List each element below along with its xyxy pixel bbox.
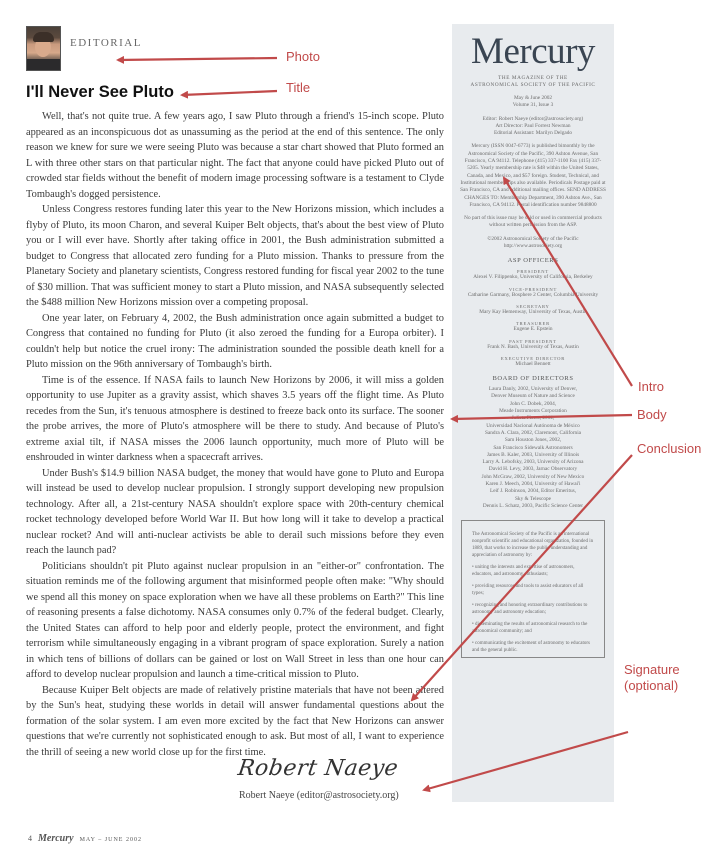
photo-shirt xyxy=(27,59,60,70)
annotation-body: Body xyxy=(637,407,667,422)
page-footer xyxy=(28,833,142,844)
copyright xyxy=(452,236,614,251)
footer-magazine-name: Mercury xyxy=(38,833,74,844)
board-line: Laura Danly, 2002, University of Denver, xyxy=(488,386,578,393)
board-line: Larry A. Lebofsky, 2003, University of Arizona xyxy=(482,459,584,466)
magazine-masthead: Mercury xyxy=(471,31,595,72)
board-list xyxy=(452,386,614,510)
annotation-photo: Photo xyxy=(286,49,320,64)
issue-info xyxy=(452,95,614,110)
officer-name: Frank N. Bash, University of Texas, Austin xyxy=(487,343,579,350)
subtitle-line: ASTRONOMICAL SOCIETY OF THE PACIFIC xyxy=(470,82,596,88)
masthead-subtitle xyxy=(452,75,614,89)
mission-item: • recognizing and honoring extraordinary contributions to astronomy and astronomy education; xyxy=(472,603,588,616)
board-line: John McGraw, 2002, University of New Mexico xyxy=(481,473,585,480)
mission-item: • uniting the interests and expertise of astronomers, educators, and astronomy enthusiasts; xyxy=(472,565,575,578)
paragraph: Politicians shouldn't pit Pluto against nuclear propulsion in an "either-or" confrontation. The situation reminds me of the following argument that misinformed people often make: "Why should we spend all this money on space exploration when we have all these problems on Earth?" This line of reasoning presents a false dichotomy. NASA consumes only 0.7% of the federal budget. Clearly, the United States can afford to help poor and elderly people, protect the environment, and fight terrorism while simultaneously engaging in a vibrant program of space exploration. Surely a nation in which tens of billions of dollars can be gained or lost on Wall Street in less than one hour can afford to develop nuclear propulsion and launch a time-critical mission to Pluto. xyxy=(26,560,444,680)
page-number: 4 xyxy=(28,834,32,843)
issue-volume: Volume 31, Issue 3 xyxy=(512,102,554,109)
issue-date: May & June 2002 xyxy=(513,95,553,101)
officer-role: SECRETARY xyxy=(516,303,550,309)
paragraph: One year later, on February 4, 2002, the Bush administration once again submitted a budget to Congress that contained no funding for Pluto (it also zeroed the funding for a Europa orbiter). I couldn't help but notice the cruel irony: The administration sounded the possible death knell for a Pluto mission on the 96th anniversary of Tombaugh's birth. xyxy=(26,312,444,370)
paragraph-conclusion: Because Kuiper Belt objects are made of relatively pristine materials that have not been altered by the Sun's heat, studying these worlds in detail will answer fundamental questions about the formation of the solar system. I am even more excited by the fact that New Horizons can answer questions that we're currently not sophisticated enough to ask. But most of all, I want to experience the thrill of seeing a new world close up for the first time. xyxy=(26,684,444,758)
board-line: Leif J. Robinson, 2004, Editor Emeritus, xyxy=(489,488,577,495)
publication-info: Mercury (ISSN 0047-6773) is published bimonthly by the Astronomical Society of the Pacific, 390 Ashton Avenue, San Francisco, CA 94112. Telephone (415) 337-1100 Fax (415) 337-5205. Yearly membership rate is $48 within the United States, Canada, and Mexico, and $57 foreign. Student, Technical, and Institutional memberships also available. Periodicals Postage paid at San Francisco, CA and additional mailing offices. SEND ADDRESS CHANGES TO: Membership Department, 390 Ashton Ave., San Francisco, CA 94112. Postal identification number 9848800 xyxy=(460,143,606,208)
photo-hair xyxy=(33,32,54,42)
annotation-title: Title xyxy=(286,80,311,95)
copyright-line: ©2002 Astronomical Society of the Pacific xyxy=(487,235,579,242)
officer-name: Mary Kay Hemenway, University of Texas, Austin xyxy=(479,308,587,315)
paragraph: Under Bush's $14.9 billion NASA budget, the money that would have gone to Pluto and Europa will instead be used to develop nuclear propulsion. I strongly support developing new propulsion technology. After all, a 21st-century NASA shouldn't explore space with 20th-century chemical rocket technology developed before World War II. But how long will it take to develop a practical nuclear rocket? And will anti-nuclear activists be able to derail such missions before they even reach the launch pad? xyxy=(26,467,444,556)
staff-list xyxy=(452,116,614,138)
board-line: Sandra A. Clara, 2002, Claremont, California xyxy=(484,429,582,436)
author-photo xyxy=(26,26,61,71)
photo-arrow xyxy=(118,58,277,60)
website-link[interactable]: http://www.astrosociety.org xyxy=(503,243,563,250)
board-line: Karen J. Meech, 2004, University of Hawai'i xyxy=(485,480,581,487)
masthead-sidebar xyxy=(452,24,614,802)
annotation-conclusion: Conclusion xyxy=(637,441,702,456)
staff-line: Editor: Robert Naeye (editor@astrosociety.org) xyxy=(482,115,584,122)
board-line: John C. Dobek, 2004, xyxy=(509,400,557,407)
mission-list xyxy=(472,564,594,654)
paragraph: Unless Congress restores funding later this year to the New Horizons mission, which includes a flyby of Pluto, its moon Charon, and several Kuiper Belt objects, that's about the best view of Pluto you or I will ever have. Shortly after taking office in 2001, the Bush administration submitted a budget to Congress that allocated zero funding for a Pluto mission. Thanks to pressure from the Planetary Society and planetary scientists, Congress restored funding for fiscal year 2002 to the tune of $30 million. That was sufficient money to start a Pluto mission, and NASA subsequently selected the $488 million New Horizons mission over a competing proposal. xyxy=(26,204,444,308)
section-label: editorial xyxy=(70,34,142,50)
officers-list xyxy=(452,269,614,368)
mission-statement-box xyxy=(461,520,605,658)
article-title: I'll Never See Pluto xyxy=(26,83,174,101)
board-line: Sky & Telescope xyxy=(514,495,551,502)
staff-line: Editorial Assistant: Marilyn Delgado xyxy=(493,130,573,137)
board-line: Julieta Fierro, 2002, xyxy=(511,415,555,422)
officer-name: Eugene E. Epstein xyxy=(513,326,553,333)
officer-name: Michael Bennett xyxy=(515,360,551,367)
title-arrow xyxy=(182,91,277,95)
board-line: Dennis L. Schatz, 2003, Pacific Science Center xyxy=(482,502,584,509)
article-body xyxy=(26,109,444,760)
signature-printed-name: Robert Naeye (editor@astrosociety.org) xyxy=(239,790,399,801)
board-line: David H. Levy, 2003, Jarnac Observatory xyxy=(488,466,578,473)
paragraph-intro: Well, that's not quite true. A few years ago, I saw Pluto through a friend's 15-inch scope. Pluto appeared as an inconspicuous dot as unassuming as the period at the end of this sentence. The only reason we knew for sure we were seeing Pluto was because a star chart showed that Pluto formed an L with three other stars on that particular night. The fact that anyone could have picked Pluto out of crowded star fields without the benefit of modern image processing software is a testament to Clyde Tombaugh's dogged persistence. xyxy=(26,111,444,200)
officer-role: EXECUTIVE DIRECTOR xyxy=(500,355,566,361)
officer-role: PRESIDENT xyxy=(517,269,549,275)
board-heading: BOARD OF DIRECTORS xyxy=(492,375,574,383)
annotation-intro: Intro xyxy=(638,379,665,394)
mission-item: • communicating the excitement of astronomy to educators and the general public. xyxy=(472,641,590,654)
board-line: San Francisco Sidewalk Astronomers xyxy=(493,444,573,451)
handwritten-signature: Robert Naeye xyxy=(236,756,400,781)
annotation-signature-line: (optional) xyxy=(624,678,679,693)
officers-heading: ASP OFFICERS xyxy=(507,257,559,265)
rights-notice: No part of this issue may be sold or used in commercial products without written permission from the ASP. xyxy=(464,215,602,229)
mission-item: • disseminating the results of astronomical research to the astronomical community; and xyxy=(472,622,588,635)
board-line: Denver Museum of Nature and Science xyxy=(491,393,575,400)
officer-name: Catharine Garmany, Bosphere 2 Center, Columbia University xyxy=(467,291,599,298)
staff-line: Art Director: Paul Forrest Newman xyxy=(495,122,571,129)
board-line: Sam Houston Jones, 2002, xyxy=(504,437,562,444)
subtitle-line: THE MAGAZINE OF THE xyxy=(498,75,568,81)
footer-issue-date: MAY – JUNE 2002 xyxy=(79,837,142,843)
mission-item: • providing resources and tools to assist educators of all types; xyxy=(472,584,584,597)
paragraph: Time is of the essence. If NASA fails to launch New Horizons by 2006, it will miss a golden opportunity to use Jupiter as a gravity assist, which shaves 3.5 years off the flight time. As Pluto recedes from the Sun, it's tenuous atmosphere is destined to freeze back onto its surface. The sooner the probe arrives, the more of Pluto's atmosphere will be there to study. And because of Pluto's extreme axial tilt, if NASA misses the 2006 launch opportunity, much more of Pluto will be enshrouded in winter darkness when a spacecraft arrives. xyxy=(26,374,444,463)
board-line: James B. Kaler, 2003, University of Illinois xyxy=(486,451,580,458)
annotation-signature xyxy=(624,662,680,694)
officer-name: Alexei V. Filippenko, University of California, Berkeley xyxy=(473,274,593,281)
mission-intro: The Astronomical Society of the Pacific is an international nonprofit scientific and educational organization, founded in 1889, that works to increase the public understanding and appreciation of astronomy by: xyxy=(472,532,594,559)
board-line: Meade Instruments Corporation xyxy=(499,408,567,415)
annotation-signature-line: Signature xyxy=(624,662,680,677)
officer-role: PAST PRESIDENT xyxy=(509,338,557,344)
board-line: Universidad Nacional Autónoma de México xyxy=(486,422,580,429)
officer-role: VICE-PRESIDENT xyxy=(508,286,558,292)
officer-role: TREASURER xyxy=(516,321,550,327)
